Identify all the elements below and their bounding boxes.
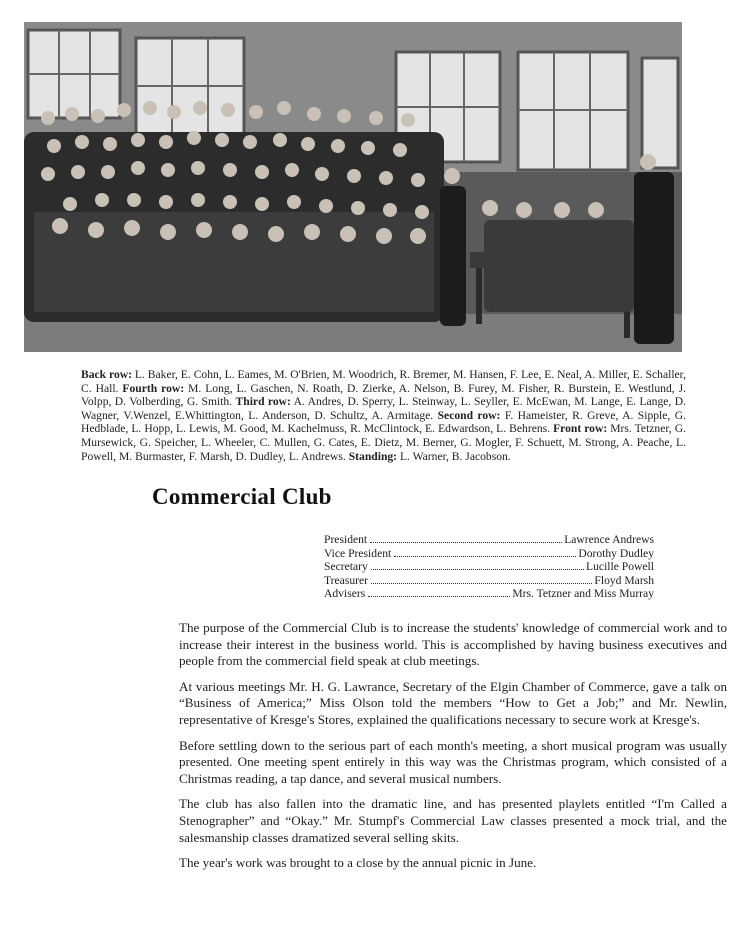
caption-fourth-row-label: Fourth row: [122, 381, 185, 395]
caption-back-row-label: Back row: [81, 368, 132, 381]
paragraph-dramatics: The club has also fallen into the dramatic line, and has presented playlets entitled “I'm Called a Stenographer” and “Okay.” Mr. Stumpf's Commercial Law classes presented a mock trial, and the salesmanship classes dramatized several selling skits. [179, 796, 727, 845]
officer-name: Mrs. Tetzner and Miss Murray [512, 587, 654, 601]
paragraph-music-program: Before settling down to the serious part of each month's meeting, a short musical program was usually presented. One meeting spent entirely in this way was the Christmas program, which consisted of a Christmas reading, a tap dance, and several musical numbers. [179, 737, 727, 786]
officer-row-advisers [324, 587, 654, 601]
caption-standing-names: L. Warner, B. Jacobson. [399, 449, 511, 463]
officer-name: Lawrence Andrews [564, 533, 654, 546]
caption-fourth-row-names: M. Long, L. Gaschen, N. Roath, D. Zierke, A. Nelson, B. Furey, M. Fisher, R. Burstein, E. Westlund, J. Volpp, D. Volberding, G. Smith. [81, 381, 687, 409]
officer-name: Lucille Powell [586, 560, 654, 574]
officers-list [324, 533, 654, 601]
dot-leader [371, 583, 592, 584]
officer-role: Treasurer [324, 573, 369, 587]
caption-third-row-names: A. Andres, D. Sperry, L. Steinway, L. Seyller, E. McEwan, M. Lange, E. Lange, D. Wagner, V.Wenzel, E.Whittington, L. Anderson, D. Schultz, A. Armitage. [81, 395, 686, 422]
officer-role: President [324, 533, 368, 546]
club-group-photo [24, 22, 682, 352]
page-title: Commercial Club [152, 484, 332, 509]
photo-caption [81, 368, 686, 463]
officer-row-vice-president [324, 547, 654, 561]
officer-name: Floyd Marsh [594, 573, 654, 587]
officer-row-secretary [324, 560, 654, 574]
caption-third-row-label: Third row: [235, 395, 291, 409]
caption-second-row-names: F. Hameister, R. Greve, A. Sipple, G. Hedblade, L. Hopp, L. Lewis, M. Good, M. Kachelmuss, R. McClintock, E. Edwardson, L. Behrens. [81, 408, 686, 436]
dot-leader [371, 569, 584, 570]
dot-leader [368, 596, 510, 597]
paragraph-purpose: The purpose of the Commercial Club is to increase the students' knowledge of commercial work and to increase their interest in the business world. This is accomplished by having business executives and people from the commercial field speak at club meetings. [179, 620, 727, 669]
article-body [179, 620, 727, 881]
officer-role: Secretary [324, 560, 368, 574]
dot-leader [370, 542, 562, 543]
caption-standing-label: Standing: [348, 449, 398, 463]
paragraph-speakers: At various meetings Mr. H. G. Lawrance, Secretary of the Elgin Chamber of Commerce, gave a talk on “Business of America;” Miss Olson told the members “How to Get a Job;” and Mr. Newlin, representative of Kresge's Stores, explained the qualifications necessary to secure work at Kresge's. [179, 678, 727, 727]
group-photo-illustration [24, 22, 682, 352]
paragraph-picnic: The year's work was brought to a close by the annual picnic in June. [179, 855, 537, 871]
officer-role: Advisers [324, 587, 366, 601]
officer-name: Dorothy Dudley [578, 546, 654, 560]
officer-row-president [324, 533, 654, 547]
caption-front-row-names: Mrs. Tetzner, G. Mursewick, G. Speicher, L. Wheeler, C. Mullen, G. Cates, E. Dietz, M. Berner, G. Mogler, F. Schuett, M. Strong, A. Peache, L. Powell, M. Burmaster, F. Marsh, D. Dudley, L. Andrews. [81, 422, 686, 463]
dot-leader [394, 556, 576, 557]
caption-second-row-label: Second row: [437, 408, 501, 422]
officer-role: Vice President [324, 546, 392, 560]
caption-front-row-label: Front row: [553, 422, 608, 436]
officer-row-treasurer [324, 574, 654, 588]
caption-back-row-names: L. Baker, E. Cohn, L. Eames, M. O'Brien, M. Woodrich, R. Bremer, M. Hansen, F. Lee, E. Neal, A. Miller, E. Schaller, C. Hall. [81, 368, 686, 395]
